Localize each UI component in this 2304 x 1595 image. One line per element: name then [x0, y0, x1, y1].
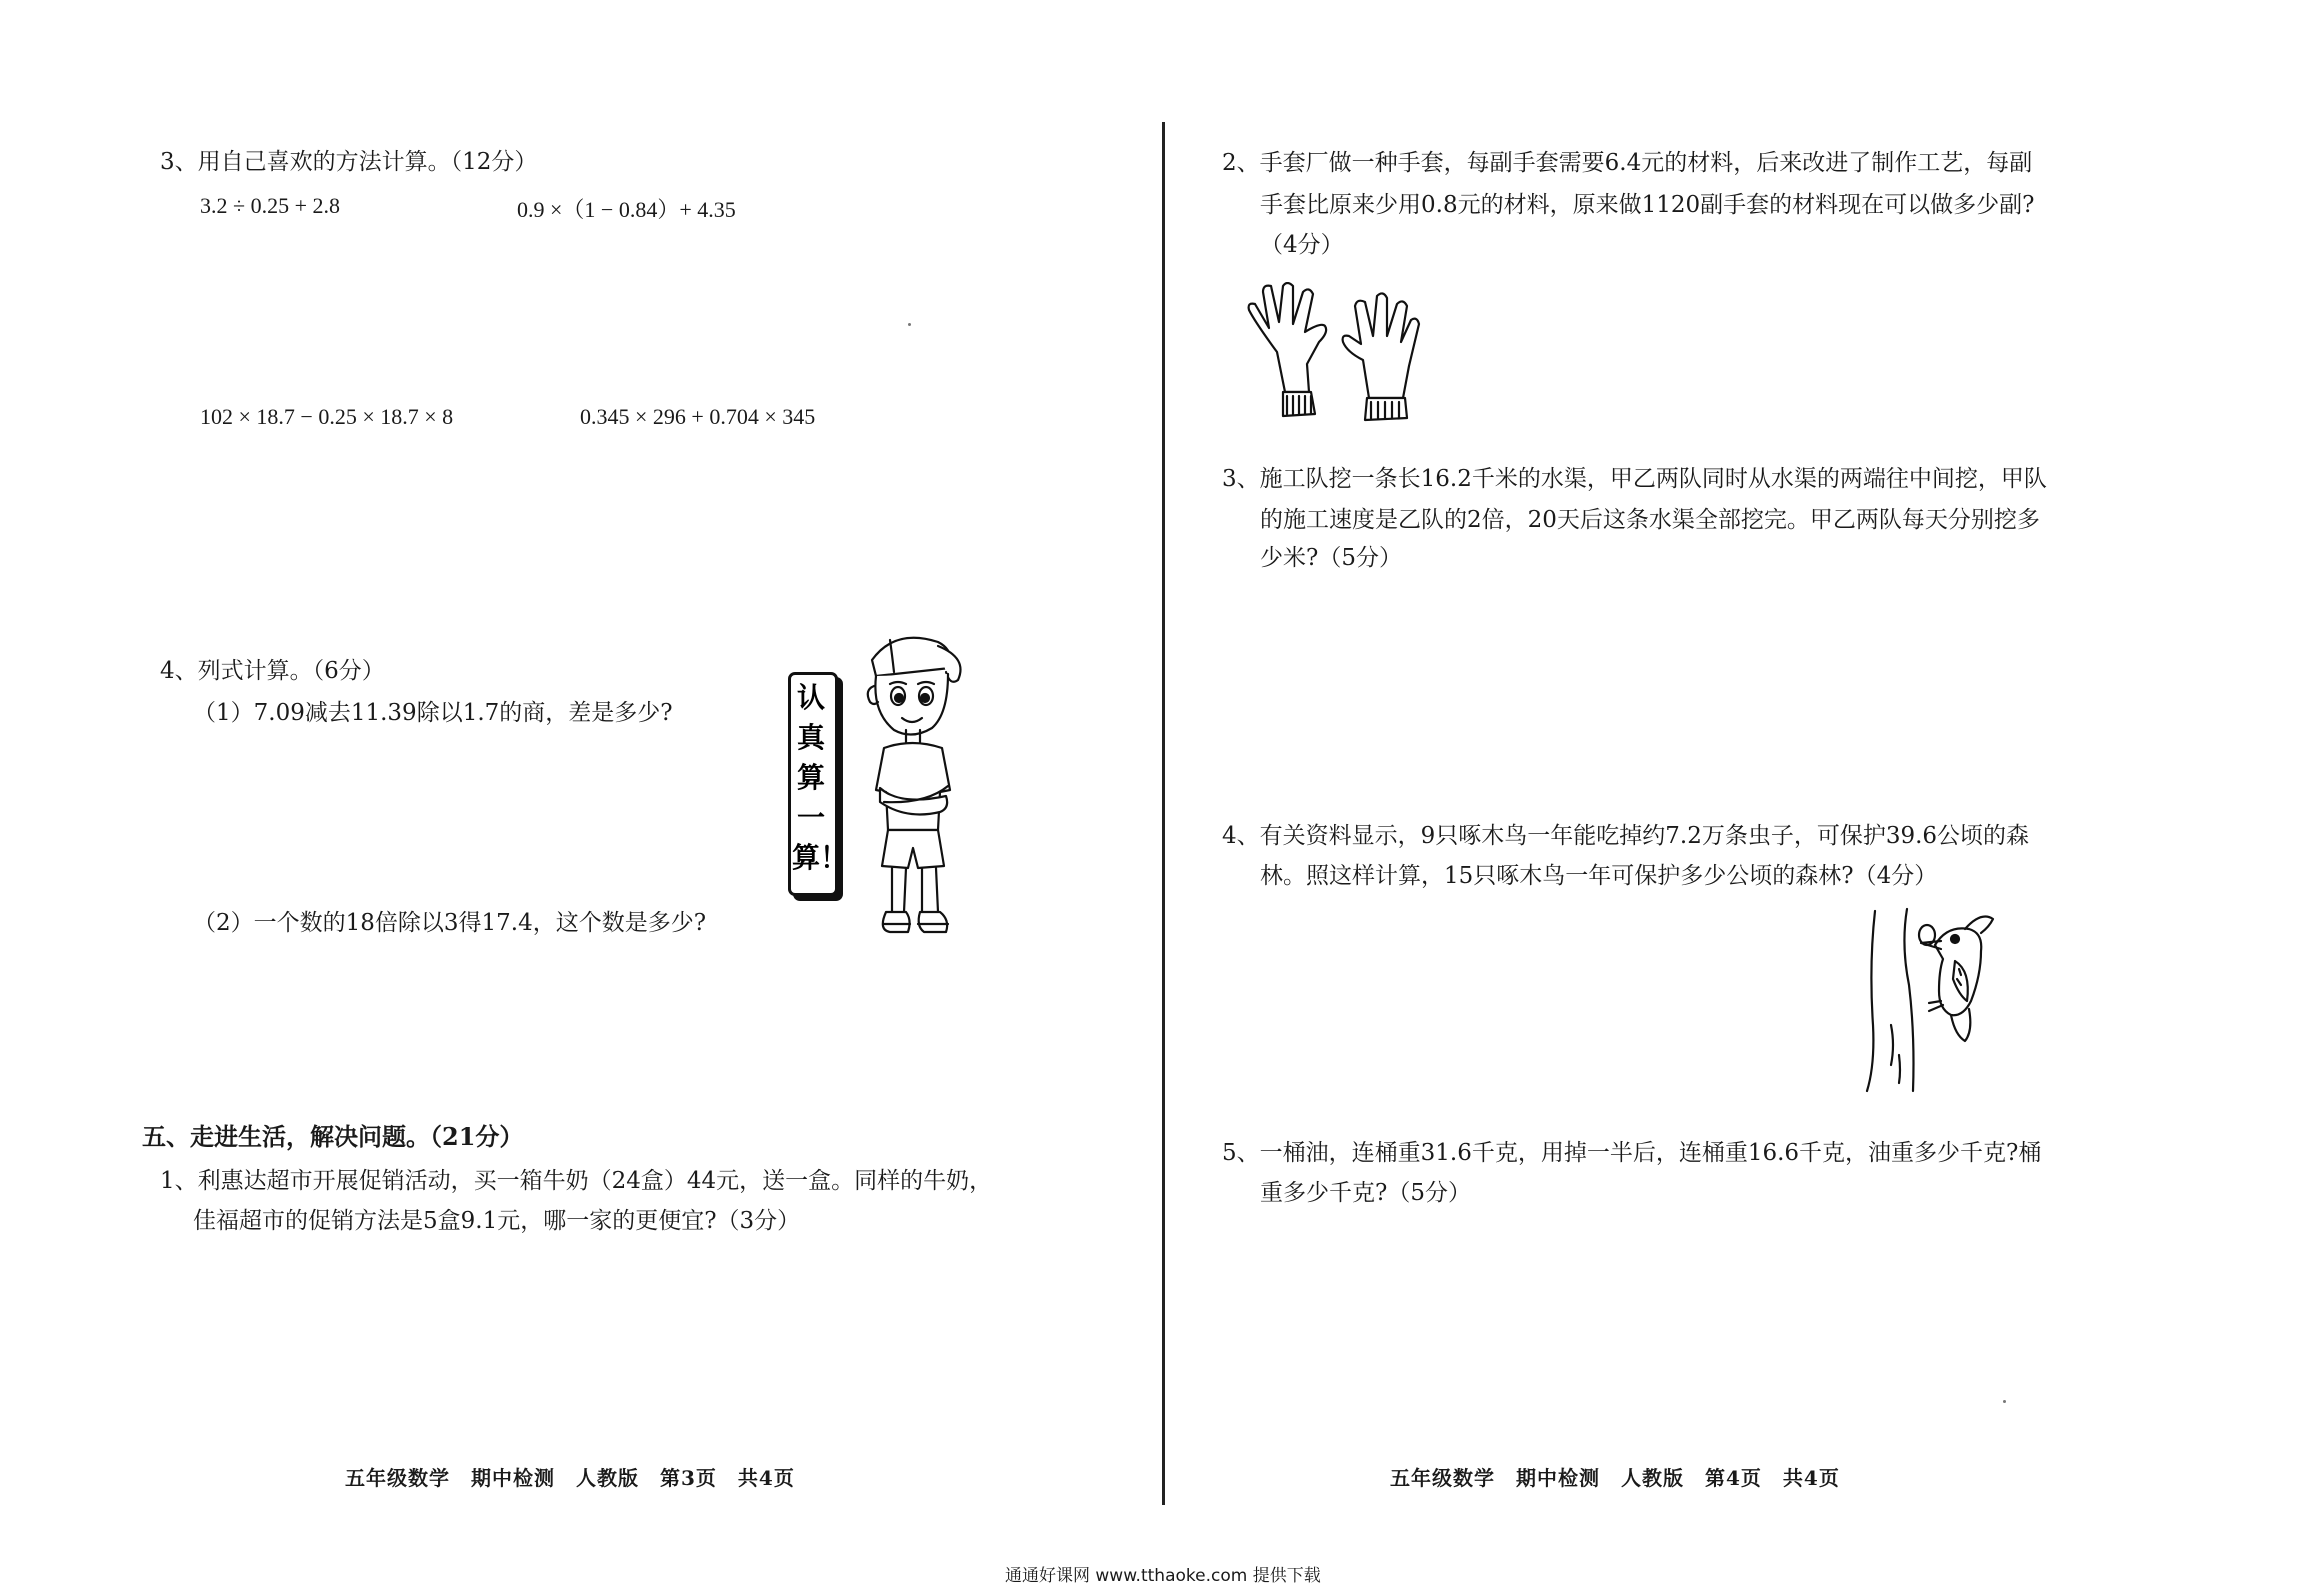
section-5-question-1-line-1: 1、利惠达超市开展促销活动，买一箱牛奶（24盒）44元，送一盒。同样的牛奶，	[160, 1168, 993, 1194]
left-page-footer: 五年级数学 期中检测 人教版 第3页 共4页	[345, 1466, 795, 1490]
expression-4: 0.345 × 296 + 0.704 × 345	[580, 404, 816, 429]
section-5-title: 五、走进生活，解决问题。（21分）	[142, 1122, 524, 1151]
question-4-title: 4、列式计算。（6分）	[160, 658, 385, 684]
right-question-2-line-3: （4分）	[1260, 232, 1344, 258]
question-4-sub-1: （1）7.09减去11.39除以1.7的商，差是多少?	[193, 700, 673, 726]
woodpecker-illustration	[1855, 905, 2015, 1095]
bottom-download-notice: 通通好课网 www.tthaoke.com 提供下载	[1005, 1566, 1321, 1586]
expression-2: 0.9 ×（1 − 0.84）+ 4.35	[517, 197, 736, 222]
right-question-2-line-1: 2、手套厂做一种手套，每副手套需要6.4元的材料，后来改进了制作工艺，每副	[1222, 150, 2033, 176]
motivation-banner	[788, 672, 849, 896]
right-question-3-line-1: 3、施工队挖一条长16.2千米的水渠，甲乙两队同时从水渠的两端往中间挖，甲队	[1222, 466, 2047, 492]
boy-illustration	[850, 620, 980, 940]
question-3-title: 3、用自己喜欢的方法计算。（12分）	[160, 149, 538, 175]
right-question-2-line-2: 手套比原来少用0.8元的材料，原来做1120副手套的材料现在可以做多少副?	[1260, 192, 2035, 218]
section-5-question-1-line-2: 佳福超市的促销方法是5盒9.1元，哪一家的更便宜?（3分）	[193, 1208, 801, 1234]
right-question-3-line-3: 少米?（5分）	[1260, 545, 1402, 571]
expression-3: 102 × 18.7 − 0.25 × 18.7 × 8	[200, 404, 454, 429]
right-question-4-line-1: 4、有关资料显示，9只啄木鸟一年能吃掉约7.2万条虫子，可保护39.6公顷的森	[1222, 823, 2030, 849]
right-question-3-line-2: 的施工速度是乙队的2倍，20天后这条水渠全部挖完。甲乙两队每天分别挖多	[1260, 507, 2040, 533]
question-4-sub-2: （2）一个数的18倍除以3得17.4，这个数是多少?	[193, 910, 707, 936]
right-question-5-line-1: 5、一桶油，连桶重31.6千克，用掉一半后，连桶重16.6千克，油重多少千克?桶	[1222, 1140, 2042, 1166]
right-question-5-line-2: 重多少千克?（5分）	[1260, 1180, 1471, 1206]
gloves-illustration	[1245, 282, 1430, 422]
page-divider	[1162, 122, 1165, 1505]
expression-1: 3.2 ÷ 0.25 + 2.8	[200, 193, 340, 218]
right-question-4-line-2: 林。照这样计算，15只啄木鸟一年可保护多少公顷的森林?（4分）	[1260, 863, 1938, 889]
right-page-footer: 五年级数学 期中检测 人教版 第4页 共4页	[1390, 1466, 1840, 1490]
banner-text: 认真算一算！	[792, 681, 849, 874]
